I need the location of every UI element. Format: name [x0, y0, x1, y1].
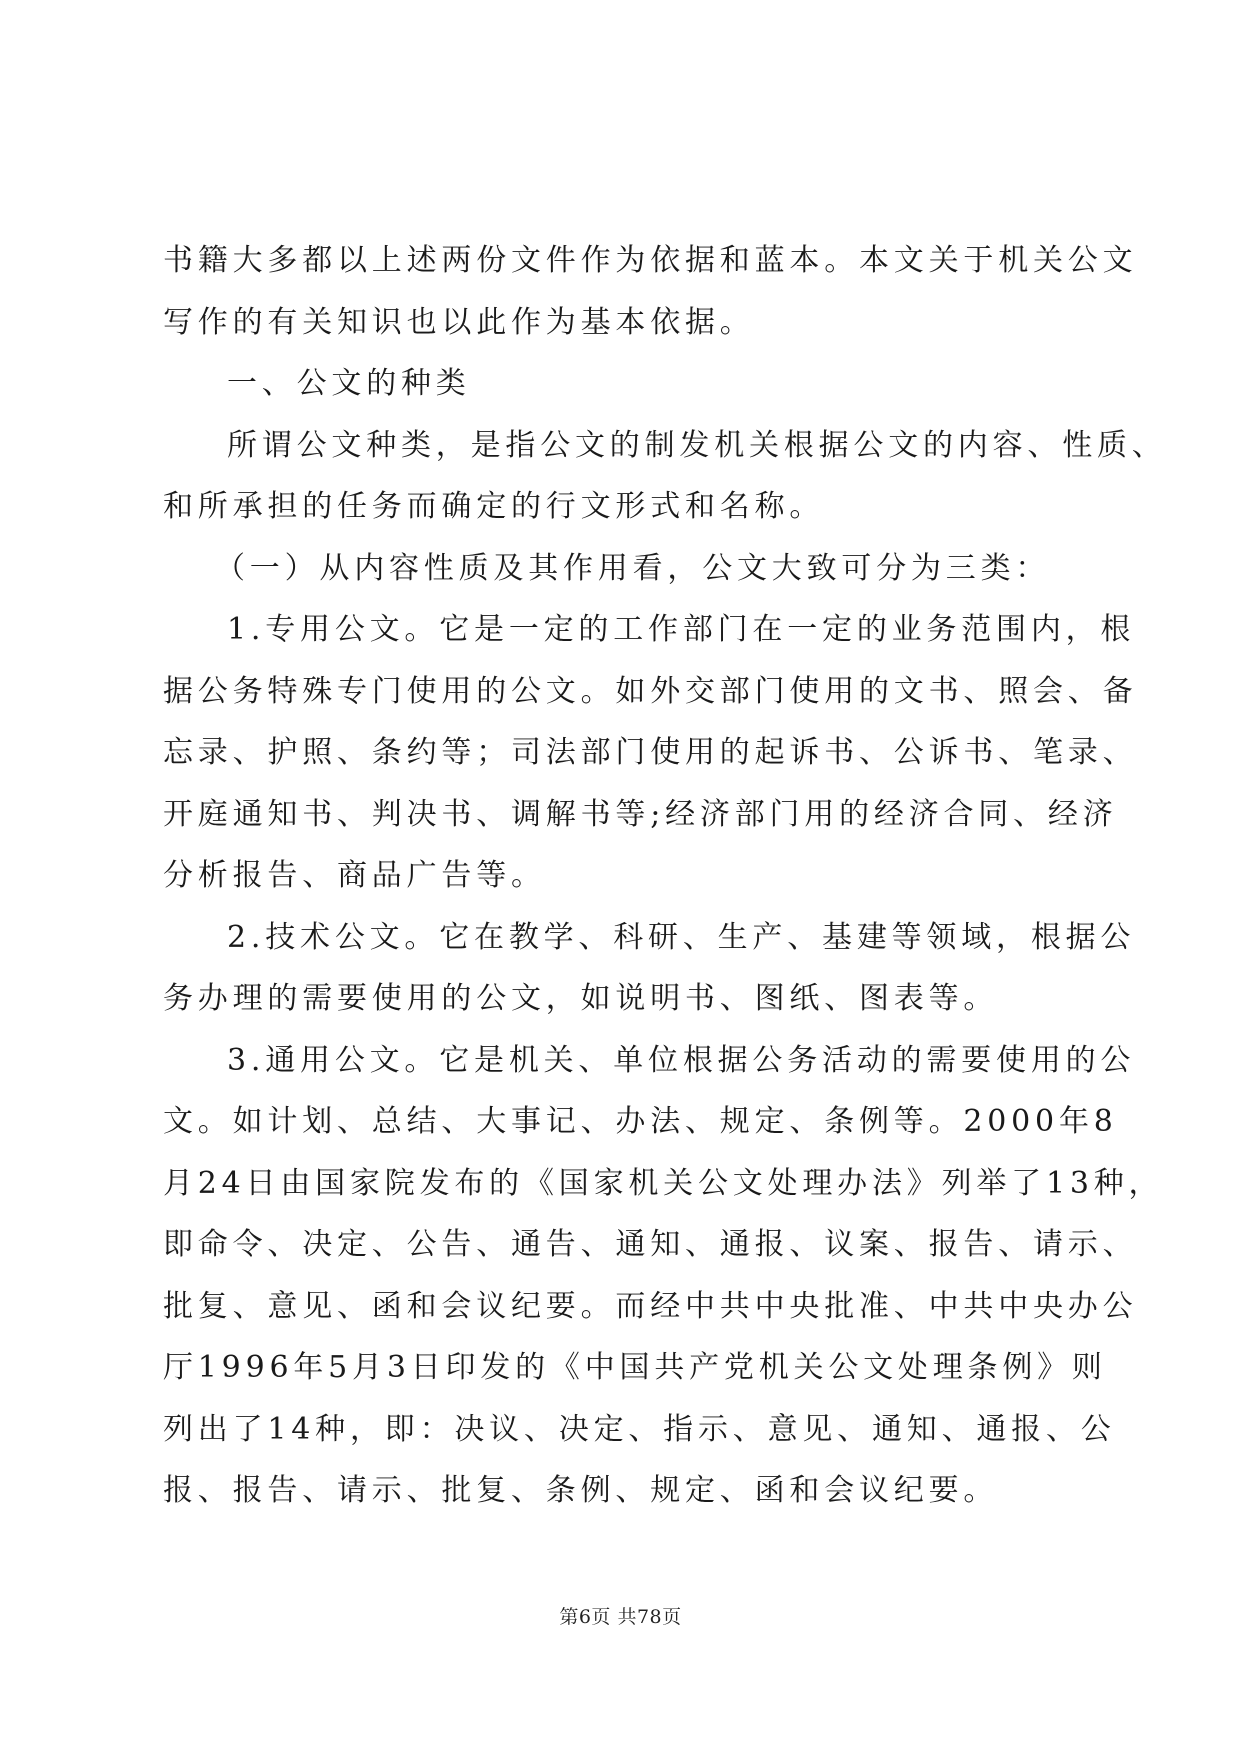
- text-line: 2.技术公文。它在教学、科研、生产、基建等领域，根据公: [227, 919, 1136, 955]
- subsection-heading: （一）从内容性质及其作用看，公文大致可分为三类：: [215, 550, 1051, 586]
- text-line: 据公务特殊专门使用的公文。如外交部门使用的文书、照会、备: [163, 673, 1138, 709]
- body-text: [163, 230, 1167, 1522]
- text-line: 厅1996年5月3日印发的《中国共产党机关公文处理条例》则: [163, 1350, 1107, 1385]
- text-line: 即命令、决定、公告、通告、通知、通报、议案、报告、请示、: [163, 1227, 1138, 1262]
- page-number-footer: 第6页 共78页: [559, 1606, 682, 1628]
- text-line: 写作的有关知识也以此作为基本依据。: [163, 304, 755, 340]
- text-line: 开庭通知书、判决书、调解书等;经济部门用的经济合同、经济: [163, 796, 1118, 832]
- text-line: 1.专用公文。它是一定的工作部门在一定的业务范围内，根: [227, 612, 1136, 647]
- text-line: 列出了14种，即：决议、决定、指示、意见、通知、通报、公: [163, 1411, 1116, 1447]
- section-heading: 一、公文的种类: [227, 366, 471, 401]
- text-line: 和所承担的任务而确定的行文形式和名称。: [163, 489, 825, 524]
- text-line: 3.通用公文。它是机关、单位根据公务活动的需要使用的公: [227, 1042, 1136, 1078]
- text-line: 月24日由国家院发布的《国家机关公文处理办法》列举了13种，: [163, 1165, 1164, 1201]
- text-line: 批复、意见、函和会议纪要。而经中共中央批准、中共中央办公: [163, 1288, 1138, 1324]
- text-line: 报、报告、请示、批复、条例、规定、函和会议纪要。: [163, 1473, 999, 1508]
- text-line: 所谓公文种类，是指公文的制发机关根据公文的内容、性质、: [227, 427, 1167, 463]
- text-line: 书籍大多都以上述两份文件作为依据和蓝本。本文关于机关公文: [163, 243, 1138, 278]
- text-line: 务办理的需要使用的公文，如说明书、图纸、图表等。: [163, 981, 999, 1016]
- text-line: 忘录、护照、条约等；司法部门使用的起诉书、公诉书、笔录、: [163, 735, 1138, 770]
- text-line: 分析报告、商品广告等。: [163, 858, 546, 893]
- text-line: 文。如计划、总结、大事记、办法、规定、条例等。2000年8: [163, 1104, 1118, 1139]
